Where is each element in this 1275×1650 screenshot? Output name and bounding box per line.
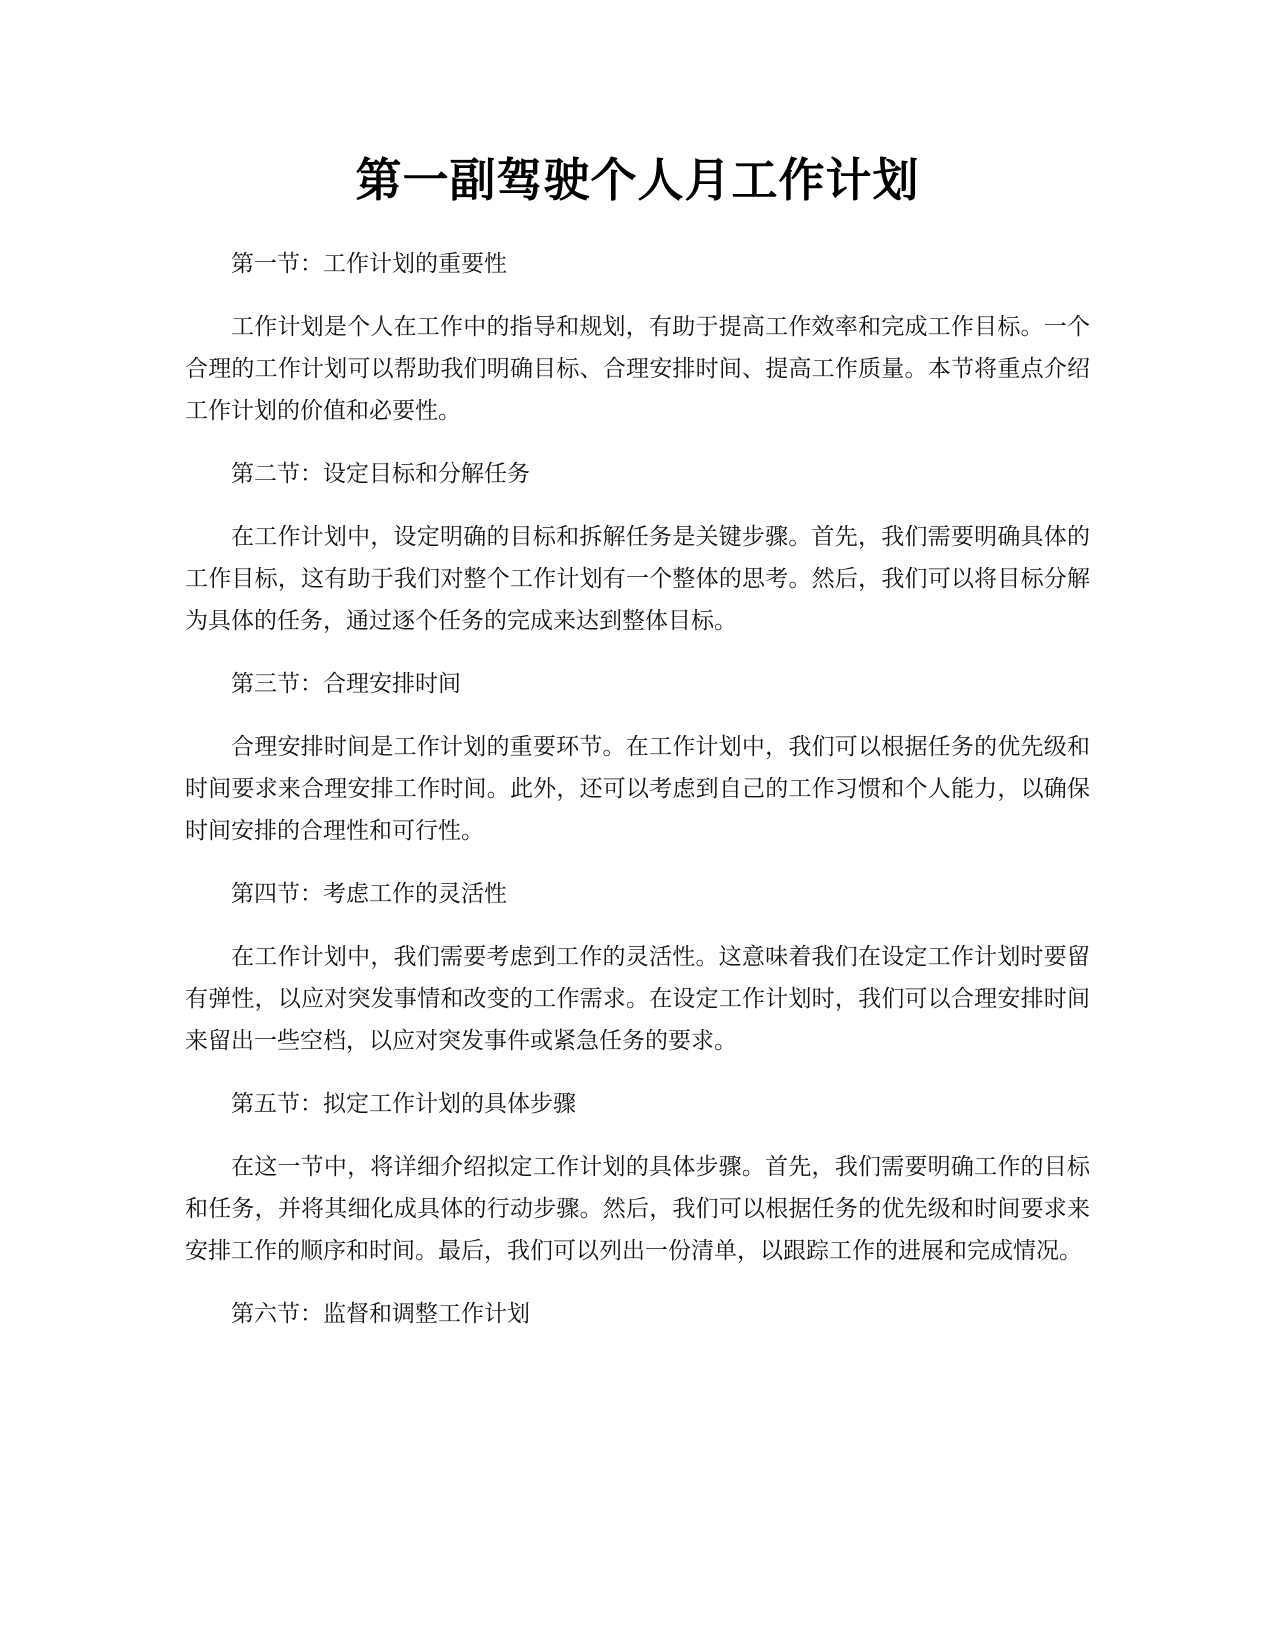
- section-5-paragraph: 在这一节中，将详细介绍拟定工作计划的具体步骤。首先，我们需要明确工作的目标和任务，并将其细化成具体的行动步骤。然后，我们可以根据任务的优先级和时间要求来安排工作的顺序和时间。最后，我们可以列出一份清单，以跟踪工作的进展和完成情况。: [185, 1154, 1090, 1264]
- document-body: [185, 243, 1090, 1356]
- section-1-heading: 第一节：工作计划的重要性: [231, 251, 507, 277]
- section-2-heading: 第二节：设定目标和分解任务: [231, 461, 530, 487]
- section-2-paragraph: 在工作计划中，设定明确的目标和拆解任务是关键步骤。首先，我们需要明确具体的工作目标，这有助于我们对整个工作计划有一个整体的思考。然后，我们可以将目标分解为具体的任务，通过逐个任务的完成来达到整体目标。: [185, 524, 1090, 634]
- section-5-heading: 第五节：拟定工作计划的具体步骤: [231, 1091, 576, 1117]
- section-3-paragraph: 合理安排时间是工作计划的重要环节。在工作计划中，我们可以根据任务的优先级和时间要求来合理安排工作时间。此外，还可以考虑到自己的工作习惯和个人能力，以确保时间安排的合理性和可行性。: [185, 734, 1090, 844]
- section-6-heading: 第六节：监督和调整工作计划: [231, 1301, 530, 1327]
- section-4-heading: 第四节：考虑工作的灵活性: [231, 881, 507, 907]
- document-title: 第一副驾驶个人月工作计划: [355, 153, 920, 207]
- section-3-heading: 第三节：合理安排时间: [231, 671, 461, 697]
- section-4-paragraph: 在工作计划中，我们需要考虑到工作的灵活性。这意味着我们在设定工作计划时要留有弹性，以应对突发事情和改变的工作需求。在设定工作计划时，我们可以合理安排时间来留出一些空档，以应对突发事件或紧急任务的要求。: [185, 944, 1090, 1054]
- section-1-paragraph: 工作计划是个人在工作中的指导和规划，有助于提高工作效率和完成工作目标。一个合理的工作计划可以帮助我们明确目标、合理安排时间、提高工作质量。本节将重点介绍工作计划的价值和必要性。: [185, 314, 1090, 424]
